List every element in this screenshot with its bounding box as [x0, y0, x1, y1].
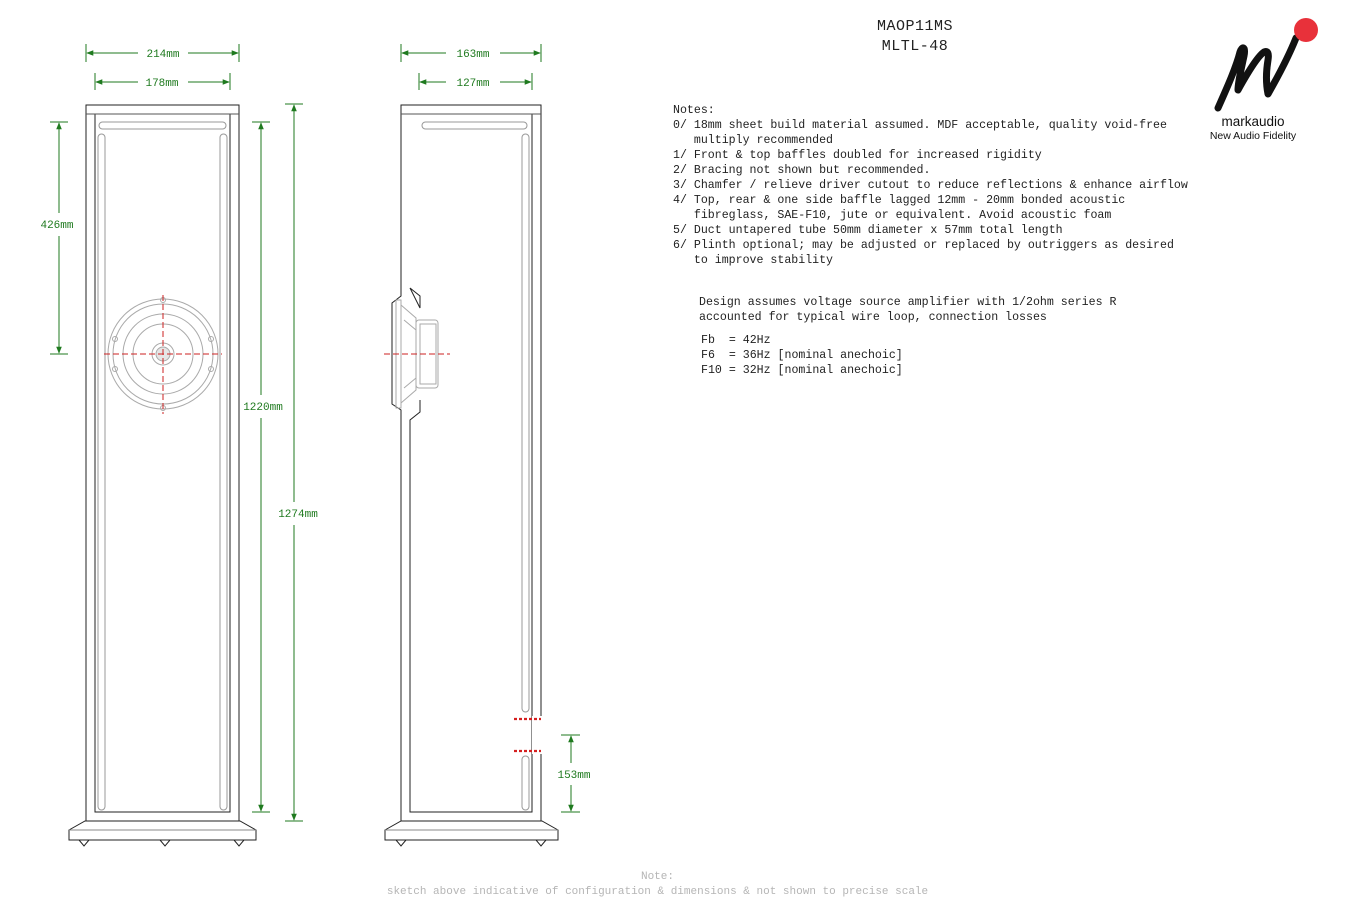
param-f6: F6 = 36Hz [nominal anechoic] [701, 349, 903, 362]
footnote-text: sketch above indicative of configuration & dimensions & not shown to precise scale [386, 886, 929, 898]
front-cabinet-inner [95, 114, 230, 812]
side-rear-lagging-lower [522, 756, 529, 810]
design-title: MLTL-48 [881, 38, 949, 55]
note-line: 2/ Bracing not shown but recommended. [673, 164, 931, 177]
front-top-brace [99, 122, 226, 129]
note-line: 3/ Chamfer / relieve driver cutout to reduce reflections & enhance airflow [673, 179, 1188, 192]
design-note [699, 296, 1116, 325]
front-view [69, 105, 256, 846]
footnote-label: Note: [640, 871, 674, 883]
front-cabinet-outline [86, 105, 239, 821]
notes-heading: Notes: [673, 104, 715, 117]
notes-block [673, 103, 1188, 268]
side-cabinet-inner [410, 114, 532, 812]
dim-internal-height: 1220mm [243, 402, 283, 414]
dimension-labels [40, 49, 590, 782]
brand-tagline: New Audio Fidelity [1209, 130, 1297, 142]
brand-name: markaudio [1221, 114, 1285, 129]
dim-front-inner-width: 178mm [145, 78, 179, 90]
note-line: 4/ Top, rear & one side baffle lagged 12mm - 20mm bonded acoustic [673, 194, 1126, 207]
note-line: 6/ Plinth optional; may be adjusted or replaced by outriggers as desired [673, 239, 1174, 252]
dim-front-outer-width: 214mm [146, 49, 180, 61]
side-rear-lagging-upper [522, 134, 529, 712]
design-note-line: accounted for typical wire loop, connection losses [699, 310, 1047, 324]
design-note-line: Design assumes voltage source amplifier with 1/2ohm series R [699, 296, 1117, 309]
note-line: 0/ 18mm sheet build material assumed. MDF acceptable, quality void-free [673, 119, 1167, 132]
side-top-lagging [422, 122, 527, 129]
note-line: fibreglass, SAE-F10, jute or equivalent. Avoid acoustic foam [673, 209, 1112, 222]
dim-side-inner-depth: 127mm [456, 78, 490, 90]
param-f10: F10 = 32Hz [nominal anechoic] [701, 364, 903, 377]
dimension-lines [50, 44, 580, 821]
dim-side-outer-depth: 163mm [456, 49, 490, 61]
dim-driver-height: 426mm [40, 220, 74, 232]
dim-port-height: 153mm [557, 770, 591, 782]
side-cabinet-outline [392, 105, 541, 821]
dim-total-height: 1274mm [278, 509, 318, 521]
front-left-panel-edge [98, 134, 105, 810]
side-view [384, 105, 558, 846]
note-line: 5/ Duct untapered tube 50mm diameter x 57mm total length [673, 224, 1063, 237]
front-plinth [69, 821, 256, 846]
note-line: to improve stability [673, 254, 834, 267]
param-fb: Fb = 42Hz [701, 334, 771, 347]
markaudio-logo [1196, 10, 1326, 150]
logo-red-dot-icon [1294, 18, 1318, 42]
front-right-panel-edge [220, 134, 227, 810]
tuning-params [701, 333, 903, 378]
model-title: MAOP11MS [876, 18, 953, 35]
side-plinth [385, 821, 558, 846]
note-line: multiply recommended [673, 134, 834, 147]
note-line: 1/ Front & top baffles doubled for increased rigidity [673, 149, 1042, 162]
